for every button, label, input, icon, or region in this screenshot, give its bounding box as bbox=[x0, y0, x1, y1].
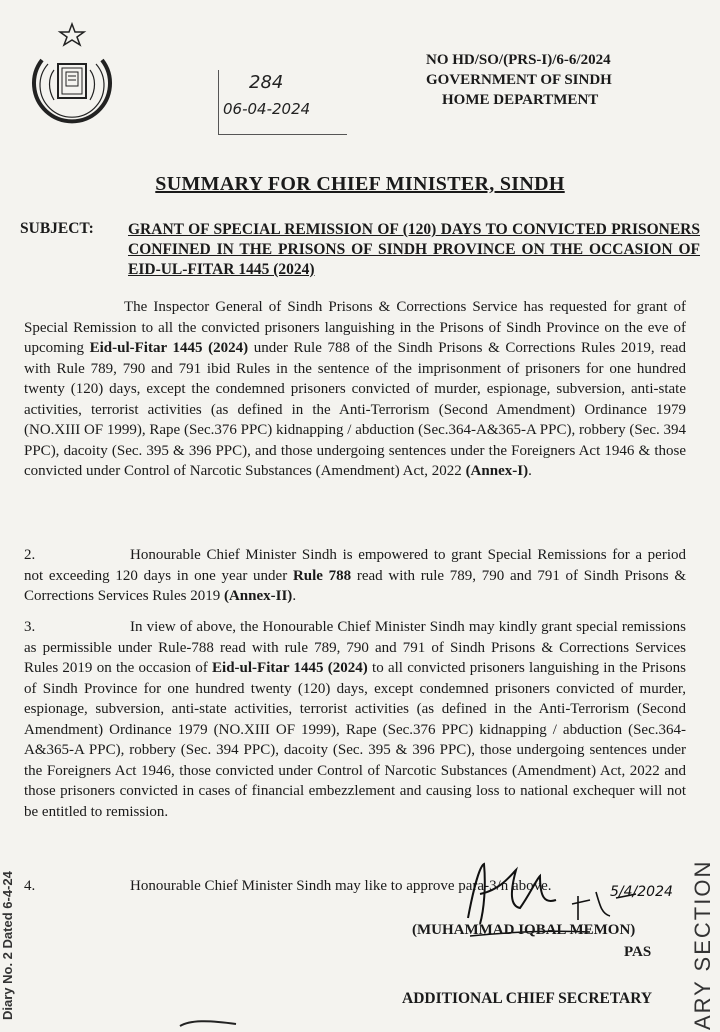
ink-mark bbox=[178, 1018, 238, 1032]
paragraph-number: 3. bbox=[24, 619, 36, 635]
signatory-designation: ADDITIONAL CHIEF SECRETARY bbox=[402, 990, 653, 1007]
reference-number: NO HD/SO/(PRS-I)/6-6/2024 bbox=[426, 52, 611, 68]
government-name: GOVERNMENT OF SINDH bbox=[426, 72, 612, 88]
paragraph-2: 2. Honourable Chief Minister Sindh is empowered to grant Special Remissions for a period not exceeding 120 days in one year under Rule 788 read with rule 789, 790 and 791 of Sindh Prisons & Corrections Services Rules 2019 (Annex-II). bbox=[24, 547, 687, 604]
paragraph-number: 4. bbox=[24, 878, 36, 894]
letterhead bbox=[426, 50, 706, 110]
diary-margin-note: Diary No. 2 Dated 6-4-24 bbox=[0, 871, 15, 1020]
government-of-sindh-emblem-icon bbox=[22, 20, 122, 140]
paragraph-number: 2. bbox=[24, 547, 36, 563]
paragraph-1: The Inspector General of Sindh Prisons & Corrections Service has requested for grant of Special Remission to all the convicted prisoners languishing in the Prisons of Sindh Province on the eve of upcoming Eid-ul-Fitar 1445 (2024) under Rule 788 of the Sindh Prisons & Corrections Rules 2019, read with Rule 789, 790 and 791 ibid Rules in the sentence of the imprisonment of prisoners for one hundred twenty (120) days, except the condemned prisoners convicted of murder, espionage, subversion, anti-state activities, terrorist activities (as defined in the Anti-Terrorism (Second Amendment) Ordinance 1979 (NO.XIII OF 1999), Rape (Sec.376 PPC) kidnapping / abduction (Sec.364-A&365-A PPC), robbery (Sec. 394 PPC), dacoity (Sec. 395 & 396 PPC), and those undergoing sentences under the Foreigners Act 1946 & those convicted under Control of Narcotic Substances (Amendment) Act, 2022 (Annex-I). bbox=[24, 299, 687, 479]
subject-text: GRANT OF SPECIAL REMISSION OF (120) DAYS TO CONVICTED PRISONERS CONFINED IN THE PRISONS OF SINDH PROVINCE ON THE OCCASION OF EID-UL-FITAR 1445 (2024) bbox=[128, 221, 700, 278]
department-name: HOME DEPARTMENT bbox=[442, 92, 599, 108]
section-stamp-margin: ARY SECTION bbox=[690, 859, 715, 1030]
handwritten-signature bbox=[440, 846, 690, 956]
document-title: SUMMARY FOR CHIEF MINISTER, SINDH bbox=[155, 173, 565, 195]
signatory-name: (MUHAMMAD IQBAL MEMON) bbox=[412, 922, 636, 938]
stamp-date: 06-04-2024 bbox=[223, 100, 311, 118]
paragraph-4: 4. Honourable Chief Minister Sindh may like to approve para-3/n above. bbox=[24, 876, 686, 897]
paragraph-3: 3. In view of above, the Honourable Chief Minister Sindh may kindly grant special remissions as permissible under Rule-788 read with rule 789, 790 and 791 of Sindh Prisons & Corrections Services Rules 2019 on the occasion of Eid-ul-Fitar 1445 (2024) to all convicted prisoners languishing in the Prisons of Sindh Province for one hundred twenty (120) days, except condemned prisoners convicted of murder, espionage, subversion, anti-state activities, terrorist activities (as defined in the Anti-Terrorism (Second Amendment) Ordinance 1979 (NO.XIII OF 1999), Rape (Sec.376 PPC) kidnapping / abduction (Sec.364-A&365-A PPC), robbery (Sec. 394 PPC), dacoity (Sec. 395 & 396 PPC), those undergoing sentences under the Foreigners Act 1946, those convicted under Control of Narcotic Substances (Amendment) Act, 2022 and those prisoners convicted in cases of financial embezzlement and causing loss to national exchequer will not be entitled to remission. bbox=[24, 619, 686, 820]
subject-label: SUBJECT: bbox=[20, 220, 94, 237]
signature-date: 5/4/2024 bbox=[610, 884, 673, 900]
stamp-number: 284 bbox=[249, 72, 284, 93]
diary-stamp bbox=[218, 70, 347, 135]
signatory-service: PAS bbox=[624, 944, 652, 960]
